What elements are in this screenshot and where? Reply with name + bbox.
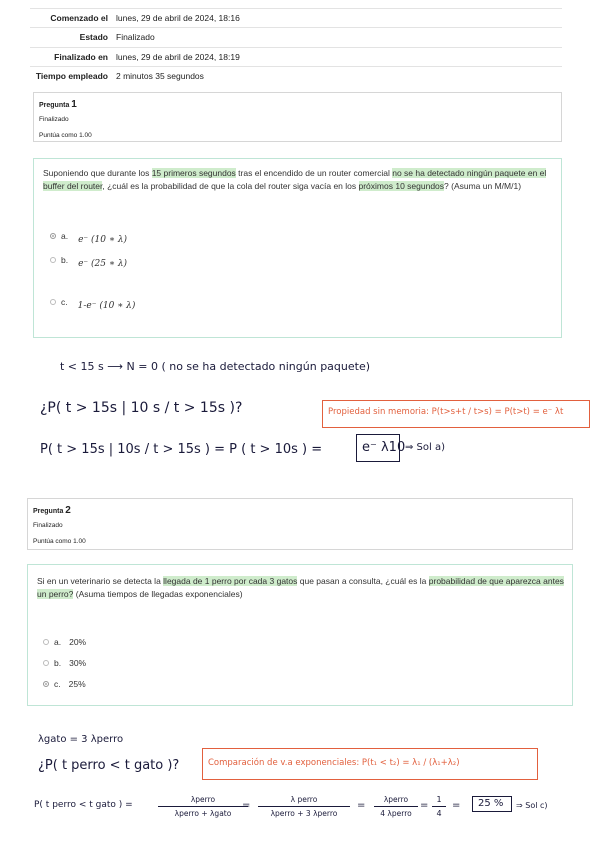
option-value: 20% <box>69 637 87 647</box>
text-segment: que pasan a consulta, ¿cuál es la <box>297 576 429 586</box>
text-segment: (Asuma tiempos de llegadas exponenciales) <box>73 588 243 599</box>
question-2-info <box>27 498 573 550</box>
fraction-numerator: 1 <box>436 795 442 804</box>
fraction-denominator: 4 λperro <box>380 809 412 818</box>
attempt-summary <box>30 8 562 86</box>
note-1-line-1: t < 15 s ⟶ N = 0 ( no se ha detectado ningún paquete) <box>60 360 371 373</box>
text-segment: tras el encendido de un router comercial <box>235 168 393 178</box>
summary-key: Finalizado en <box>54 51 108 62</box>
boxed-answer-2: 25 % <box>478 798 504 809</box>
question-status: Finalizado <box>39 116 69 123</box>
radio-button[interactable] <box>43 639 49 645</box>
option-value: 30% <box>69 658 87 668</box>
memoryless-note: Propiedad sin memoria: P(t>s+t / t>s) = P(t>t) = e⁻ λt <box>328 407 564 417</box>
summary-row-started <box>30 8 562 27</box>
question-score: Puntúa como 1.00 <box>39 132 92 139</box>
question-1-content <box>33 158 562 338</box>
fraction-1 <box>158 795 251 818</box>
fraction-numerator: λperro <box>383 795 409 804</box>
summary-row-finished <box>30 47 562 66</box>
fraction-denominator: 4 <box>436 809 442 818</box>
question-2-text <box>37 575 567 601</box>
option-value: 25% <box>68 679 86 689</box>
option-letter: c. <box>61 297 68 307</box>
equals-sign: = <box>420 800 429 811</box>
note-2-line-1: λgato = 3 λperro <box>38 734 124 745</box>
boxed-answer-1: e⁻ λ10 <box>362 440 406 455</box>
fraction-denominator: λperro + 3 λperro <box>270 809 338 818</box>
summary-key: Tiempo empleado <box>35 71 108 82</box>
summary-key: Estado <box>79 32 108 43</box>
option-expression: 1-e⁻ (10 ∗ λ) <box>77 301 136 311</box>
summary-value: lunes, 29 de abril de 2024, 18:19 <box>116 51 240 62</box>
summary-row-state <box>30 27 562 46</box>
option-letter: a. <box>54 637 62 647</box>
option-letter: c. <box>54 679 61 689</box>
question-number: 1 <box>71 99 77 110</box>
fraction-numerator: λ perro <box>290 795 318 804</box>
note-2-line-3: P( t perro < t gato ) = <box>34 800 133 810</box>
equals-sign: = <box>452 800 461 811</box>
summary-value: 2 minutos 35 segundos <box>116 71 204 82</box>
option-b[interactable] <box>50 251 127 269</box>
option-expression: e⁻ (25 ∗ λ) <box>78 259 128 269</box>
summary-value: lunes, 29 de abril de 2024, 18:16 <box>116 13 240 23</box>
solution-1: ⇒ Sol a) <box>405 442 446 453</box>
summary-value: Finalizado <box>116 32 155 43</box>
question-status: Finalizado <box>33 522 63 529</box>
solution-2: ⇒ Sol c) <box>516 801 548 810</box>
option-a[interactable] <box>50 227 127 245</box>
note-2-line-2: ¿P( t perro < t gato )? <box>38 758 180 773</box>
question-1-info <box>33 92 562 142</box>
highlighted-text: probabilidad de que aparezca antes un perro? <box>37 576 564 599</box>
option-c[interactable] <box>43 679 86 689</box>
highlighted-text: próximos 10 segundos <box>358 180 445 191</box>
note-1-line-2: ¿P( t > 15s | 10 s / t > 15s )? <box>40 400 243 416</box>
note-1-line-3: P( t > 15s | 10s / t > 15s ) = P ( t > 10s ) = <box>40 442 323 457</box>
summary-row-time <box>30 66 562 85</box>
radio-button-selected[interactable] <box>50 233 56 239</box>
option-b[interactable] <box>43 658 86 668</box>
text-segment: ? (Asuma un M/M/1) <box>444 180 522 191</box>
question-label: Pregunta <box>39 102 70 109</box>
radio-button-selected[interactable] <box>43 681 49 687</box>
fraction-3 <box>374 795 418 818</box>
fraction-denominator: λperro + λgato <box>174 809 232 818</box>
equals-sign: = <box>242 800 251 811</box>
fraction-2 <box>258 795 350 818</box>
question-1-text <box>43 167 553 193</box>
text-segment: Si en un veterinario se detecta la <box>37 576 164 586</box>
question-score: Puntúa como 1.00 <box>33 538 86 545</box>
option-letter: b. <box>54 658 62 668</box>
question-label: Pregunta <box>33 508 64 515</box>
text-segment: , ¿cuál es la probabilidad de que la cola del router siga vacía en los <box>102 180 359 191</box>
summary-key: Comenzado el <box>50 13 108 23</box>
option-c[interactable] <box>50 293 135 311</box>
highlighted-text: no se ha detectado ningún paquete en el buffer del router <box>43 168 547 191</box>
text-segment: Suponiendo que durante los <box>43 168 152 178</box>
option-letter: a. <box>61 231 69 241</box>
radio-button[interactable] <box>43 660 49 666</box>
option-expression: e⁻ (10 ∗ λ) <box>78 235 128 245</box>
highlighted-text: 15 primeros segundos <box>151 168 236 178</box>
question-2-content <box>27 564 573 706</box>
question-number: 2 <box>65 505 71 516</box>
option-a[interactable] <box>43 637 86 647</box>
highlighted-text: llegada de 1 perro por cada 3 gatos <box>163 576 298 586</box>
fraction-4 <box>432 795 446 818</box>
exponential-comparison-note: Comparación de v.a exponenciales: P(t₁ < t₂) = λ₁ / (λ₁+λ₂) <box>208 758 460 768</box>
option-letter: b. <box>61 255 69 265</box>
equals-sign: = <box>357 800 366 811</box>
radio-button[interactable] <box>50 299 56 305</box>
radio-button[interactable] <box>50 257 56 263</box>
fraction-numerator: λperro <box>190 795 216 804</box>
